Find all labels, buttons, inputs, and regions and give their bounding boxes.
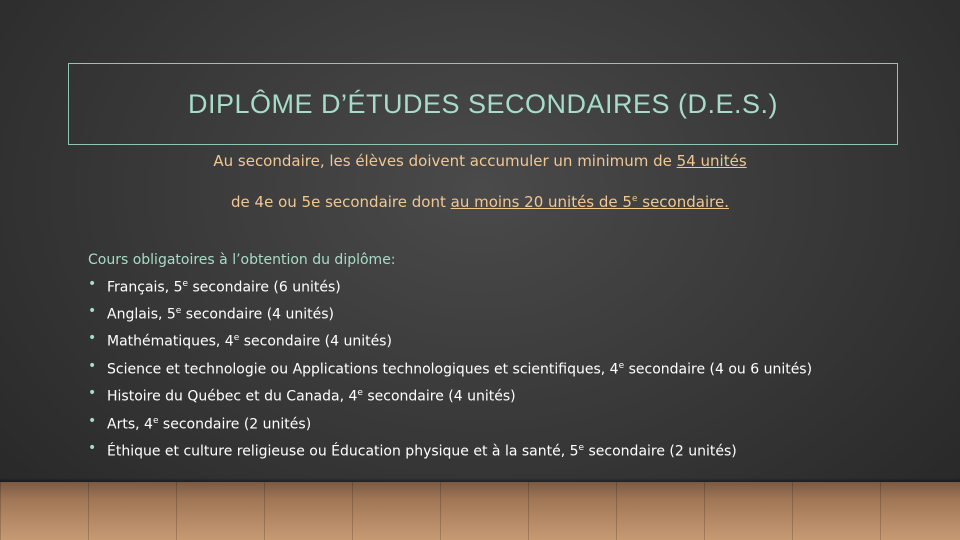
course-text-end: secondaire (2 unités)	[584, 443, 737, 460]
course-item	[88, 300, 948, 327]
course-sup: e	[357, 388, 363, 399]
course-text: Arts, 4	[107, 416, 153, 433]
course-sup: e	[152, 415, 159, 426]
course-item	[88, 382, 948, 409]
bullet-icon: •	[88, 412, 97, 429]
bullet-icon: •	[88, 330, 97, 347]
course-text: Éthique et culture religieuse ou Éducation physique et à la santé, 5	[107, 443, 579, 460]
course-text: Français, 5	[107, 279, 183, 296]
course-text: Anglais, 5	[107, 306, 176, 323]
course-text-end: secondaire (4 unités)	[181, 306, 335, 323]
course-item	[88, 437, 948, 464]
wooden-floor	[0, 482, 960, 540]
slide-title: DIPLÔME D’ÉTUDES SECONDAIRES (D.E.S.)	[187, 88, 779, 119]
course-item	[88, 410, 948, 437]
course-text: Histoire du Québec et du Canada, 4	[107, 388, 358, 405]
course-text-end: secondaire (4 ou 6 unités)	[624, 361, 813, 378]
courses-section	[88, 249, 948, 464]
course-text-end: secondaire (4 unités)	[362, 388, 516, 405]
course-text-end: secondaire (6 unités)	[188, 279, 341, 296]
course-item	[88, 327, 948, 354]
intro-line-2-emphasis-b: secondaire.	[637, 193, 729, 211]
bullet-icon: •	[88, 303, 97, 320]
course-sup: e	[182, 278, 189, 289]
intro-line-1-text: Au secondaire, les élèves doivent accumuler un minimum de	[213, 152, 677, 170]
course-item	[88, 273, 948, 300]
intro-line-2-emphasis-a: au moins 20 unités de 5	[450, 193, 632, 211]
course-text: Science et technologie ou Applications technologiques et scientifiques, 4	[107, 361, 619, 378]
bullet-icon: •	[88, 439, 97, 456]
course-item	[88, 355, 948, 382]
intro-line-2-emphasis	[451, 193, 729, 211]
course-text-end: secondaire (2 unités)	[158, 416, 312, 433]
course-sup: e	[618, 360, 625, 371]
course-text: Mathématiques, 4	[107, 334, 234, 351]
intro-line-2-text: de 4e ou 5e secondaire dont	[231, 193, 451, 211]
courses-heading: Cours obligatoires à l’obtention du diplôme:	[88, 252, 396, 268]
bullet-icon: •	[88, 385, 97, 402]
intro-line-2-sup: e	[631, 194, 638, 204]
title-box	[68, 63, 898, 145]
course-sup: e	[233, 333, 240, 344]
courses-list	[88, 273, 948, 465]
course-sup: e	[578, 442, 585, 453]
intro-line-1	[0, 152, 960, 170]
bullet-icon: •	[88, 275, 97, 292]
intro-line-1-emphasis: 54 unités	[676, 152, 747, 170]
intro-line-2	[0, 193, 960, 211]
course-sup: e	[175, 306, 182, 317]
course-text-end: secondaire (4 unités)	[239, 334, 392, 351]
bullet-icon: •	[88, 357, 97, 374]
